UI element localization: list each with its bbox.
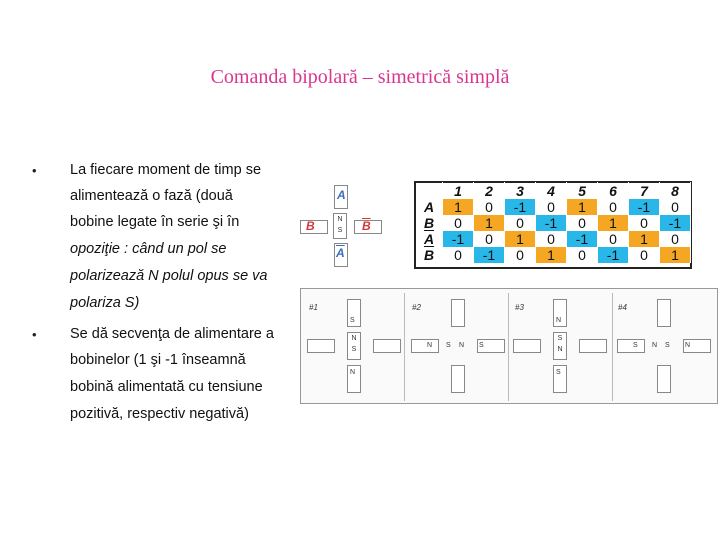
- slide-title: Comanda bipolară – simetrică simplă: [210, 66, 510, 88]
- bullet-text-line: polarizează N polul opus se va: [70, 268, 268, 284]
- bullet-text-line: Se dă secvenţa de alimentare a: [70, 326, 274, 342]
- step-pole: S: [479, 342, 484, 349]
- table-cell: 1: [629, 231, 660, 247]
- table-header-cell: 5: [567, 182, 598, 199]
- table-cell: 0: [660, 231, 691, 247]
- table-cell: -1: [474, 247, 505, 263]
- table-row-label: $\overline{B}$: [416, 247, 443, 263]
- coil-label-a: A: [337, 188, 346, 202]
- coil-label-a-bar: $\overline{A}$: [336, 246, 345, 260]
- table-cell: 0: [598, 231, 629, 247]
- table-cell: 1: [474, 215, 505, 231]
- step-pole: N: [652, 342, 658, 349]
- coil-label-b-bar: $\overline{B}$: [362, 219, 371, 233]
- table-cell: 0: [567, 215, 598, 231]
- step-coil-left: [513, 339, 541, 353]
- table-header-cell: 3: [505, 182, 536, 199]
- step-pole: S: [665, 342, 670, 349]
- sequence-table: [416, 182, 691, 263]
- table-cell: 0: [474, 199, 505, 215]
- bullet-text-line: opoziţie : când un pol se: [70, 241, 227, 257]
- table-cell: 1: [536, 247, 567, 263]
- table-cell: 0: [474, 231, 505, 247]
- table-cell: 0: [629, 215, 660, 231]
- table-row: [416, 247, 691, 263]
- step-pole: S: [351, 346, 357, 353]
- step-rotor: [347, 332, 361, 360]
- table-row: [416, 199, 691, 215]
- bullet-text-line: La fiecare moment de timp se: [70, 162, 262, 178]
- table-header-row: [416, 182, 691, 199]
- table-row: [416, 231, 691, 247]
- table-cell: 1: [505, 231, 536, 247]
- table-cell: 0: [443, 247, 474, 263]
- bullet-dot: •: [32, 163, 37, 178]
- rotor-north: N: [337, 216, 343, 223]
- step-rotor: [553, 332, 567, 360]
- step-label: #1: [309, 303, 318, 312]
- table-cell: 0: [443, 215, 474, 231]
- rotor: [333, 213, 347, 239]
- step-pole: S: [350, 317, 355, 324]
- step-divider: [612, 293, 613, 401]
- step-coil-left: [411, 339, 439, 353]
- table-header-cell: 6: [598, 182, 629, 199]
- table-header-cell: 7: [629, 182, 660, 199]
- step-label: #2: [412, 303, 421, 312]
- table-cell: -1: [660, 215, 691, 231]
- step-coil-right: [373, 339, 401, 353]
- table-cell: 0: [536, 199, 567, 215]
- step-pole: S: [633, 342, 638, 349]
- step-pole: S: [446, 342, 451, 349]
- table-cell: -1: [443, 231, 474, 247]
- table-cell: 1: [567, 199, 598, 215]
- table-header-cell: 4: [536, 182, 567, 199]
- step-pole: N: [459, 342, 465, 349]
- table-cell: 1: [598, 215, 629, 231]
- table-cell: -1: [598, 247, 629, 263]
- table-cell: -1: [567, 231, 598, 247]
- table-cell: 0: [567, 247, 598, 263]
- step-pole: S: [556, 369, 561, 376]
- table-header-cell: 2: [474, 182, 505, 199]
- table-cell: 1: [660, 247, 691, 263]
- step-coil-left: [307, 339, 335, 353]
- bullet-text-line: pozitivă, respectiv negativă): [70, 406, 249, 422]
- step-divider: [404, 293, 405, 401]
- step-pole: N: [685, 342, 691, 349]
- table-cell: 0: [536, 231, 567, 247]
- table-row-label: A: [416, 199, 443, 215]
- step-label: #3: [515, 303, 524, 312]
- step-coil-right: [579, 339, 607, 353]
- step-coil-bottom: [451, 365, 465, 393]
- step-pole: N: [351, 335, 357, 342]
- step-coil-left: [617, 339, 645, 353]
- bullet-text-line: bobine legate în serie şi în: [70, 214, 240, 230]
- table-cell: 1: [443, 199, 474, 215]
- table-header-cell: 1: [443, 182, 474, 199]
- step-coil-top: [451, 299, 465, 327]
- bullet-dot: •: [32, 327, 37, 342]
- coil-label-b: B: [306, 219, 315, 233]
- step-pole: N: [556, 317, 562, 324]
- table-cell: 0: [660, 199, 691, 215]
- table-cell: 0: [505, 247, 536, 263]
- step-pole: N: [427, 342, 433, 349]
- table-row-label: $\overline{A}$: [416, 231, 443, 247]
- step-coil-top: [657, 299, 671, 327]
- step-pole: N: [350, 369, 356, 376]
- step-coil-bottom: [657, 365, 671, 393]
- table-header-cell: [416, 182, 443, 199]
- table-cell: 0: [598, 199, 629, 215]
- table-cell: -1: [505, 199, 536, 215]
- table-cell: -1: [536, 215, 567, 231]
- bullet-text-line: alimentează o fază (două: [70, 188, 233, 204]
- steps-panel: [300, 288, 718, 404]
- rotor-south: S: [337, 227, 343, 234]
- step-pole: N: [557, 346, 563, 353]
- table-cell: -1: [629, 199, 660, 215]
- table-header-cell: 8: [660, 182, 691, 199]
- step-label: #4: [618, 303, 627, 312]
- bullet-text-line: bobinelor (1 şi -1 înseamnă: [70, 352, 246, 368]
- table-row: [416, 215, 691, 231]
- table-cell: 0: [629, 247, 660, 263]
- table-cell: 0: [505, 215, 536, 231]
- bullet-text-line: bobină alimentată cu tensiune: [70, 379, 263, 395]
- step-divider: [508, 293, 509, 401]
- table-row-label: B: [416, 215, 443, 231]
- bullet-text-line: polariza S): [70, 295, 140, 311]
- step-pole: S: [557, 335, 563, 342]
